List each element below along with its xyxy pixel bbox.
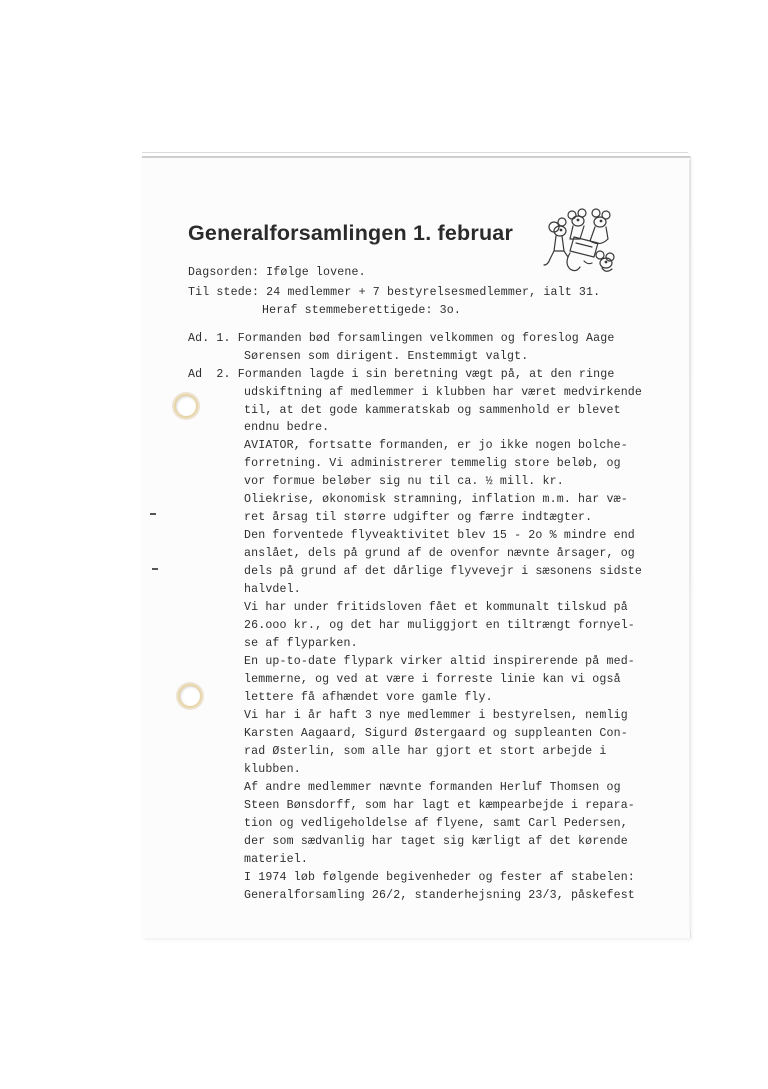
item-2-line: Generalforsamling 26/2, standerhejsning 23/3, påskefest xyxy=(244,889,635,902)
item-2-line: Vi har under fritidsloven fået et kommunalt tilskud på xyxy=(244,601,628,614)
attendance-line: Til stede: 24 medlemmer + 7 bestyrelsesmedlemmer, ialt 31. xyxy=(188,286,601,299)
voting-line: Heraf stemmeberettigede: 3o. xyxy=(262,304,462,317)
item-2-line: anslået, dels på grund af de ovenfor nævnte årsager, og xyxy=(244,547,635,560)
item-2-line: rad Østerlin, som alle har gjort et stort arbejde i xyxy=(244,745,607,758)
item-2-line: Ad 2. Formanden lagde i sin beretning vægt på, at den ringe xyxy=(188,368,615,381)
item-2-line: klubben. xyxy=(244,763,301,776)
item-2-line: I 1974 løb følgende begivenheder og fester af stabelen: xyxy=(244,871,635,884)
item-2-line: En up-to-date flypark virker altid inspirerende på med- xyxy=(244,655,635,668)
item-2-line: tion og vedligeholdelse af flyene, samt Carl Pedersen, xyxy=(244,817,628,830)
item-2-line: ret årsag til større udgifter og færre indtægter. xyxy=(244,511,593,524)
item-2-line: Den forventede flyveaktivitet blev 15 - 2o % mindre end xyxy=(244,529,635,542)
cartoon-mice-icon xyxy=(540,207,618,275)
item-2-line: Af andre medlemmer nævnte formanden Herluf Thomsen og xyxy=(244,781,621,794)
item-2-line: se af flyparken. xyxy=(244,637,358,650)
item-2-line: Karsten Aagaard, Sigurd Østergaard og suppleanten Con- xyxy=(244,727,628,740)
punch-hole-bottom xyxy=(180,686,200,706)
item-2-line: halvdel. xyxy=(244,583,301,596)
item-2-line: endnu bedre. xyxy=(244,421,330,434)
item-2-line: AVIATOR, fortsatte formanden, er jo ikke nogen bolche- xyxy=(244,439,628,452)
item-2-line: lemmerne, og ved at være i forreste linie kan vi også xyxy=(244,673,621,686)
item-2-line: Oliekrise, økonomisk stramning, inflation m.m. har væ- xyxy=(244,493,628,506)
item-2-line: materiel. xyxy=(244,853,308,866)
document-title: Generalforsamlingen 1. februar xyxy=(188,221,514,245)
item-2-line: 26.ooo kr., og det har muliggjort en tiltrængt fornyel- xyxy=(244,619,635,632)
margin-mark xyxy=(150,513,156,515)
item-2-line: til, at det gode kammeratskab og sammenhold er blevet xyxy=(244,404,621,417)
agenda-line: Dagsorden: Ifølge lovene. xyxy=(188,266,366,279)
item-2-line: udskiftning af medlemmer i klubben har været medvirkende xyxy=(244,386,643,399)
item-2-line: der som sædvanlig har taget sig kærligt af det kørende xyxy=(244,835,628,848)
margin-mark xyxy=(152,568,158,570)
paper-right-edge xyxy=(689,160,691,930)
item-1-line: Ad. 1. Formanden bød forsamlingen velkommen og foreslog Aage xyxy=(188,332,615,345)
item-2-line: Vi har i år haft 3 nye medlemmer i bestyrelsen, nemlig xyxy=(244,709,628,722)
punch-hole-top xyxy=(176,396,196,416)
item-2-line: dels på grund af det dårlige flyvevejr i sæsonens sidste xyxy=(244,565,643,578)
item-2-line: Steen Bønsdorff, som har lagt et kæmpearbejde i repara- xyxy=(244,799,635,812)
item-2-line: lettere få afhændet vore gamle fly. xyxy=(244,691,493,704)
item-1-line: Sørensen som dirigent. Enstemmigt valgt. xyxy=(244,350,529,363)
item-2-line: forretning. Vi administrerer temmelig store beløb, og xyxy=(244,457,621,470)
item-2-line: vor formue beløber sig nu til ca. ½ mill. kr. xyxy=(244,475,564,488)
